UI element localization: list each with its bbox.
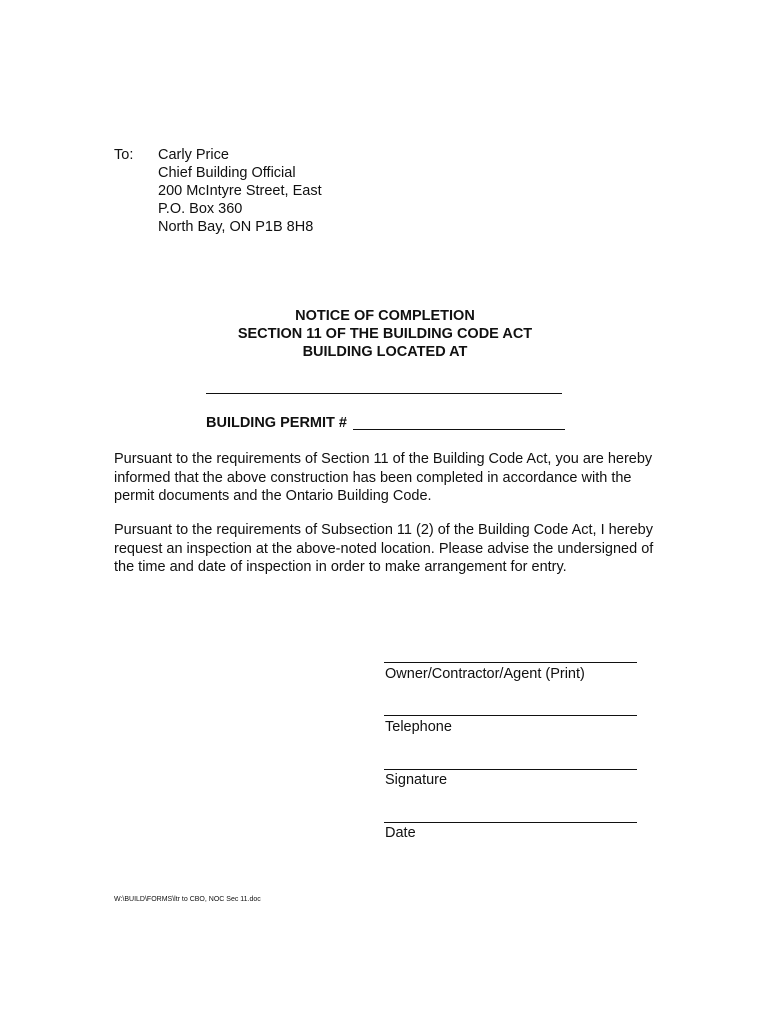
owner-print-field[interactable] [384,662,637,663]
building-location-field[interactable] [206,381,562,394]
heading-line-3: BUILDING LOCATED AT [302,344,468,360]
notice-heading [114,307,656,361]
owner-print-label: Owner/Contractor/Agent (Print) [385,666,585,682]
building-permit-label: BUILDING PERMIT # [206,415,347,431]
building-permit-field[interactable] [353,415,565,430]
footer-file-path: W:\BUILD\FORMS\ltr to CBO, NOC Sec 11.doc [114,896,261,903]
inspection-request-paragraph: Pursuant to the requirements of Subsection 11 (2) of the Building Code Act, I hereby request an inspection at the above-noted location. Please advise the undersigned of the time and date of inspection in order to make arrangement for entry. [114,522,654,575]
recipient-name: Carly Price [158,147,229,163]
telephone-label: Telephone [385,719,452,735]
signature-label: Signature [385,772,448,788]
heading-line-2: SECTION 11 OF THE BUILDING CODE ACT [237,326,533,342]
telephone-field[interactable] [384,715,637,716]
date-label: Date [385,825,416,841]
heading-line-1: NOTICE OF COMPLETION [295,308,475,324]
signature-field[interactable] [384,769,637,770]
recipient-street: 200 McIntyre Street, East [158,183,322,199]
recipient-po-box: P.O. Box 360 [158,201,243,217]
to-label: To: [114,147,134,163]
building-permit-row [206,414,565,432]
recipient-title: Chief Building Official [158,165,296,181]
date-field[interactable] [384,822,637,823]
completion-paragraph: Pursuant to the requirements of Section 11 of the Building Code Act, you are hereby informed that the above construction has been completed in accordance with the permit documents and the Ontario Building Code. [114,451,653,504]
recipient-address [158,146,322,236]
recipient-city: North Bay, ON P1B 8H8 [158,219,314,235]
